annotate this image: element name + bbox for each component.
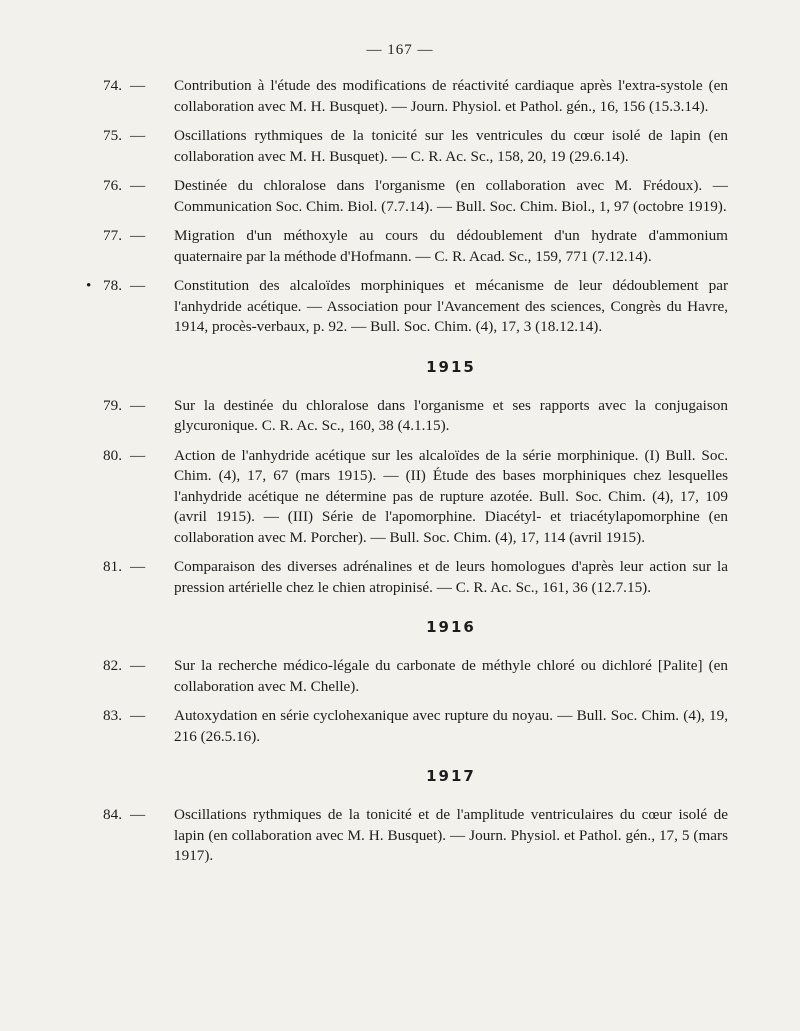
- entry-dash: —: [130, 227, 146, 244]
- entry-text: Comparaison des diverses adrénalines et de leurs homologues d'après leur action sur la pression artérielle chez le chien atropinisé. — C. R. Ac. Sc., 161, 36 (12.7.15).: [174, 558, 728, 596]
- entry-dash: —: [130, 77, 146, 94]
- entry-74: [98, 76, 728, 117]
- entry-text: Sur la recherche médico-légale du carbonate de méthyle chloré ou dichloré [Palite] (en collaboration avec M. Chelle).: [174, 657, 728, 695]
- entry-text: Oscillations rythmiques de la tonicité et de l'amplitude ventriculaires du cœur isolé de lapin (en collaboration avec M. H. Busquet). — Journ. Physiol. et Pathol. gén., 17, 5 (mars 1917).: [174, 806, 728, 864]
- entry-78: [86, 276, 728, 338]
- entry-number: 79.: [103, 396, 122, 414]
- entry-number: 75.: [103, 127, 122, 144]
- entry-number: 76.: [103, 177, 122, 194]
- entry-text: Destinée du chloralose dans l'organisme (en collaboration avec M. Frédoux). — Communication Soc. Chim. Biol. (7.7.14). — Bull. Soc. Chim. Biol., 1, 97 (octobre 1919).: [174, 177, 728, 215]
- entry-number: 80.: [103, 446, 122, 464]
- entry-number: 77.: [103, 227, 122, 244]
- bibliography: [86, 76, 728, 867]
- entry-text: Contribution à l'étude des modifications de réactivité cardiaque après l'extra-systole (en collaboration avec M. H. Busquet). — Journ. Physiol. et Pathol. gén., 16, 156 (15.3.14).: [174, 77, 728, 115]
- entry-83: [98, 706, 728, 747]
- entry-dash: —: [130, 277, 146, 294]
- entry-number: 74.: [103, 77, 122, 94]
- entry-text: Constitution des alcaloïdes morphiniques et mécanisme de leur dédoublement par l'anhydride acétique. — Association pour l'Avancement des sciences, Congrès du Havre, 1914, procès-verbaux, p. 92. — Bull. Soc. Chim. (4), 17, 3 (18.12.14).: [174, 277, 728, 335]
- year-heading-1916: 1916: [426, 618, 476, 636]
- entry-dash: —: [130, 806, 146, 823]
- entry-number: 84.: [103, 806, 122, 823]
- page-number: — 167 —: [366, 42, 434, 58]
- entry-text: Oscillations rythmiques de la tonicité sur les ventricules du cœur isolé de lapin (en collaboration avec M. H. Busquet). — C. R. Ac. Sc., 158, 20, 19 (29.6.14).: [174, 127, 728, 165]
- entry-dash: —: [130, 396, 146, 414]
- entry-81: [98, 557, 728, 598]
- entry-text: Migration d'un méthoxyle au cours du dédoublement d'un hydrate d'ammonium quaternaire par la méthode d'Hofmann. — C. R. Acad. Sc., 159, 771 (7.12.14).: [174, 227, 728, 265]
- entry-dash: —: [130, 707, 146, 724]
- entry-text: Sur la destinée du chloralose dans l'organisme et ses rapports avec la conjugaison glycuronique. C. R. Ac. Sc., 160, 38 (4.1.15).: [174, 396, 728, 434]
- entry-76: [98, 176, 728, 217]
- entry-number: 83.: [103, 707, 122, 724]
- entry-dash: —: [130, 657, 146, 674]
- entry-84: [98, 805, 728, 867]
- entry-number: 78.: [103, 277, 122, 294]
- entry-dash: —: [130, 558, 146, 575]
- entry-text: Autoxydation en série cyclohexanique avec rupture du noyau. — Bull. Soc. Chim. (4), 19, 216 (26.5.16).: [174, 707, 728, 745]
- entry-dash: —: [130, 446, 146, 464]
- entry-number: 82.: [103, 657, 122, 674]
- entry-80: [98, 446, 728, 549]
- year-heading-1917: 1917: [426, 767, 476, 785]
- year-heading-1915: 1915: [426, 357, 476, 376]
- entry-number: 81.: [103, 558, 122, 575]
- entry-text: Action de l'anhydride acétique sur les alcaloïdes de la série morphinique. (I) Bull. Soc. Chim. (4), 17, 67 (mars 1915). — (II) Étude des bases morphiniques chez lesquelles l'anhydride acétique ne détermine pas de rupture azotée. Bull. Soc. Chim. (4), 17, 109 (avril 1915). — (III) Série de l'apomorphine. Diacétyl- et triacétylapomorphine (en collaboration avec M. Porcher). — Bull. Soc. Chim. (4), 17, 114 (avril 1915).: [174, 446, 728, 546]
- entry-77: [98, 226, 728, 267]
- bullet-mark: •: [86, 277, 92, 294]
- entry-82: [98, 656, 728, 697]
- entry-79: [98, 396, 728, 437]
- entry-dash: —: [130, 177, 146, 194]
- entry-75: [98, 126, 728, 167]
- entry-dash: —: [130, 127, 146, 144]
